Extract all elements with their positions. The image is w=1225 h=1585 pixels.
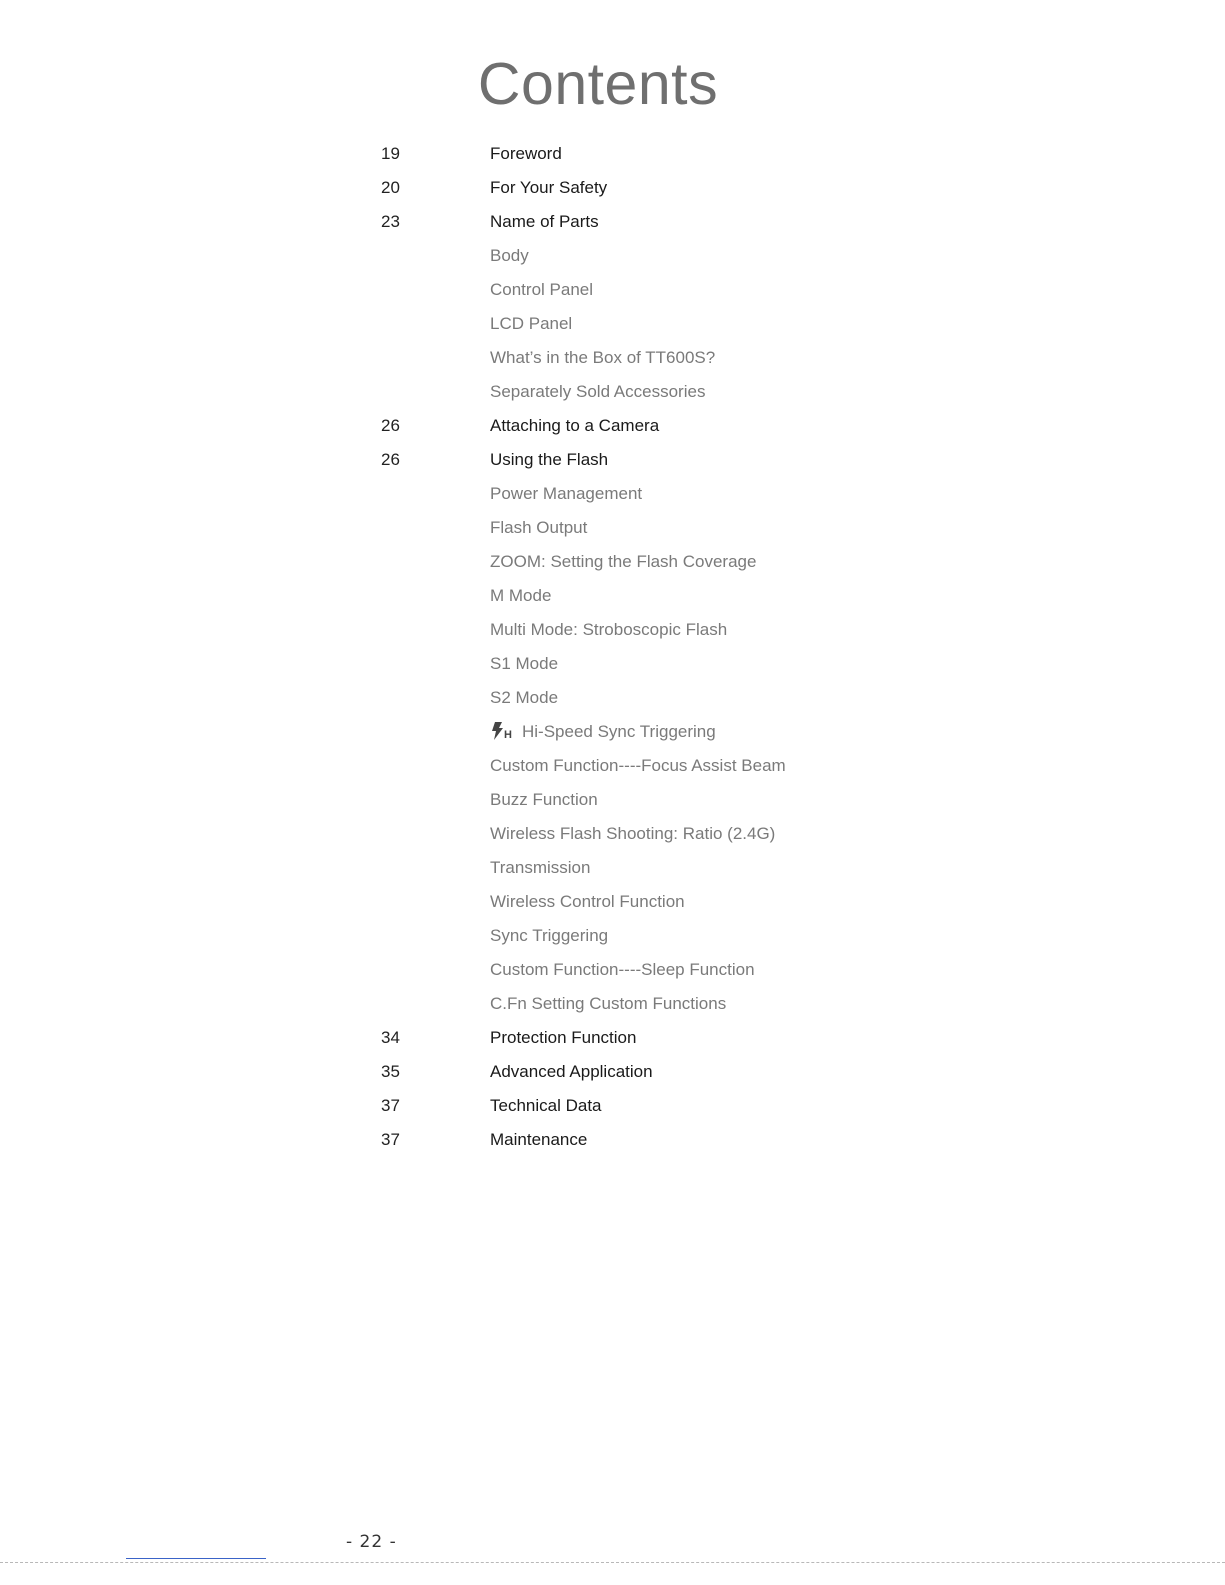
page-number: - 22 - bbox=[346, 1532, 397, 1552]
toc-entry-label: Hi-Speed Sync Triggering bbox=[522, 722, 716, 741]
svg-text:H: H bbox=[504, 729, 512, 742]
toc-entry[interactable] bbox=[0, 205, 1225, 239]
toc-entry-label: Flash Output bbox=[490, 518, 588, 537]
page-bottom-divider bbox=[0, 1562, 1225, 1563]
toc-entry-title bbox=[490, 375, 705, 409]
toc-entry[interactable] bbox=[0, 239, 1225, 273]
toc-entry-label: Custom Function----Focus Assist Beam bbox=[490, 756, 786, 775]
toc-entry-title bbox=[490, 443, 608, 477]
toc-entry-label: S1 Mode bbox=[490, 654, 559, 673]
toc-entry[interactable] bbox=[0, 1123, 1225, 1157]
toc-entry-label: Custom Function----Sleep Function bbox=[490, 960, 755, 979]
toc-entry[interactable] bbox=[0, 953, 1225, 987]
toc-entry[interactable] bbox=[0, 885, 1225, 919]
toc-entry-title bbox=[490, 307, 572, 341]
toc-entry[interactable] bbox=[0, 715, 1225, 749]
toc-entry[interactable] bbox=[0, 137, 1225, 171]
toc-entry-label: Foreword bbox=[490, 144, 562, 163]
toc-entry[interactable] bbox=[0, 579, 1225, 613]
toc-entry-title bbox=[490, 579, 551, 613]
toc-entry[interactable] bbox=[0, 681, 1225, 715]
toc-entry-title bbox=[490, 613, 727, 647]
toc-page-number: 19 bbox=[381, 144, 400, 163]
toc-entry[interactable] bbox=[0, 409, 1225, 443]
toc-entry-title bbox=[490, 817, 775, 851]
toc-entry-label: S2 Mode bbox=[490, 688, 559, 707]
toc-page-number: 26 bbox=[381, 416, 400, 435]
toc-entry-title bbox=[490, 273, 593, 307]
toc-entry-title bbox=[490, 919, 608, 953]
toc-page-number: 37 bbox=[381, 1130, 400, 1149]
toc-entry-label: M Mode bbox=[490, 586, 552, 605]
toc-entry[interactable] bbox=[0, 613, 1225, 647]
toc-entry-label: Advanced Application bbox=[490, 1062, 653, 1081]
toc-entry-title bbox=[490, 511, 587, 545]
toc-entry[interactable] bbox=[0, 511, 1225, 545]
toc-entry[interactable] bbox=[0, 851, 1225, 885]
toc-entry[interactable] bbox=[0, 919, 1225, 953]
toc-entry-title bbox=[490, 1055, 653, 1089]
toc-entry-label: ZOOM: Setting the Flash Coverage bbox=[490, 552, 757, 571]
toc-entry[interactable] bbox=[0, 545, 1225, 579]
toc-entry-title bbox=[490, 477, 642, 511]
toc-entry-label: Name of Parts bbox=[490, 212, 599, 231]
toc-entry-title bbox=[490, 239, 529, 273]
toc-entry-title bbox=[490, 545, 756, 579]
toc-entry-label: Using the Flash bbox=[490, 450, 609, 469]
toc-entry-title bbox=[490, 137, 562, 171]
toc-entry-title bbox=[490, 953, 755, 987]
toc-entry-label: Buzz Function bbox=[490, 790, 598, 809]
toc-entry-title bbox=[490, 987, 726, 1021]
flash-hss-icon bbox=[490, 721, 516, 741]
toc-entry-title bbox=[490, 851, 590, 885]
toc-entry-label: Sync Triggering bbox=[490, 926, 609, 945]
toc-entry-label: Technical Data bbox=[490, 1096, 602, 1115]
toc-entry[interactable] bbox=[0, 783, 1225, 817]
toc-entry-title bbox=[490, 783, 598, 817]
toc-entry-label: Maintenance bbox=[490, 1130, 588, 1149]
toc-entry[interactable] bbox=[0, 477, 1225, 511]
toc-entry-title bbox=[490, 171, 607, 205]
toc-entry[interactable] bbox=[0, 647, 1225, 681]
toc-entry[interactable] bbox=[0, 1021, 1225, 1055]
toc-entry-title bbox=[490, 1123, 587, 1157]
toc-entry[interactable] bbox=[0, 443, 1225, 477]
toc-entry[interactable] bbox=[0, 817, 1225, 851]
toc-entry-label: Wireless Control Function bbox=[490, 892, 685, 911]
toc-entry-title bbox=[490, 341, 715, 375]
toc-entry-title bbox=[490, 715, 716, 749]
toc-entry-title bbox=[490, 205, 599, 239]
toc-entry[interactable] bbox=[0, 749, 1225, 783]
toc-entry-title bbox=[490, 647, 558, 681]
toc-entry-label: Attaching to a Camera bbox=[490, 416, 660, 435]
toc-entry[interactable] bbox=[0, 273, 1225, 307]
toc-entry-title bbox=[490, 885, 685, 919]
footer-link-underline bbox=[126, 1558, 266, 1559]
page-title: Contents bbox=[477, 51, 719, 117]
toc-entry[interactable] bbox=[0, 307, 1225, 341]
toc-entry-label: C.Fn Setting Custom Functions bbox=[490, 994, 727, 1013]
toc-entry-label: LCD Panel bbox=[490, 314, 573, 333]
toc-entry-label: Power Management bbox=[490, 484, 643, 503]
toc-entry[interactable] bbox=[0, 375, 1225, 409]
toc-entry-title bbox=[490, 1021, 636, 1055]
toc-entry-title bbox=[490, 749, 786, 783]
toc-entry[interactable] bbox=[0, 1089, 1225, 1123]
toc-entry-label: Control Panel bbox=[490, 280, 594, 299]
toc-entry-label: For Your Safety bbox=[490, 178, 608, 197]
toc-entry-title bbox=[490, 1089, 602, 1123]
toc-entry-label: What’s in the Box of TT600S? bbox=[490, 348, 716, 367]
toc-page-number: 26 bbox=[381, 450, 400, 469]
toc-page-number: 34 bbox=[381, 1028, 400, 1047]
toc-entry-label: Wireless Flash Shooting: Ratio (2.4G) bbox=[490, 824, 776, 843]
toc-page-number: 20 bbox=[381, 178, 400, 197]
toc-entry[interactable] bbox=[0, 341, 1225, 375]
toc-entry-label: Multi Mode: Stroboscopic Flash bbox=[490, 620, 728, 639]
toc-entry-label: Transmission bbox=[490, 858, 591, 877]
toc-entry-title bbox=[490, 409, 659, 443]
toc-entry-title bbox=[490, 681, 558, 715]
toc-page-number: 37 bbox=[381, 1096, 400, 1115]
toc-page-number: 35 bbox=[381, 1062, 400, 1081]
toc-page-number: 23 bbox=[381, 212, 400, 231]
toc-entry[interactable] bbox=[0, 987, 1225, 1021]
toc-entry-label: Protection Function bbox=[490, 1028, 637, 1047]
toc-entry[interactable] bbox=[0, 1055, 1225, 1089]
toc-entry-label: Body bbox=[490, 246, 529, 265]
toc-entry-label: Separately Sold Accessories bbox=[490, 382, 706, 401]
table-of-contents bbox=[0, 137, 1225, 1157]
toc-entry[interactable] bbox=[0, 171, 1225, 205]
